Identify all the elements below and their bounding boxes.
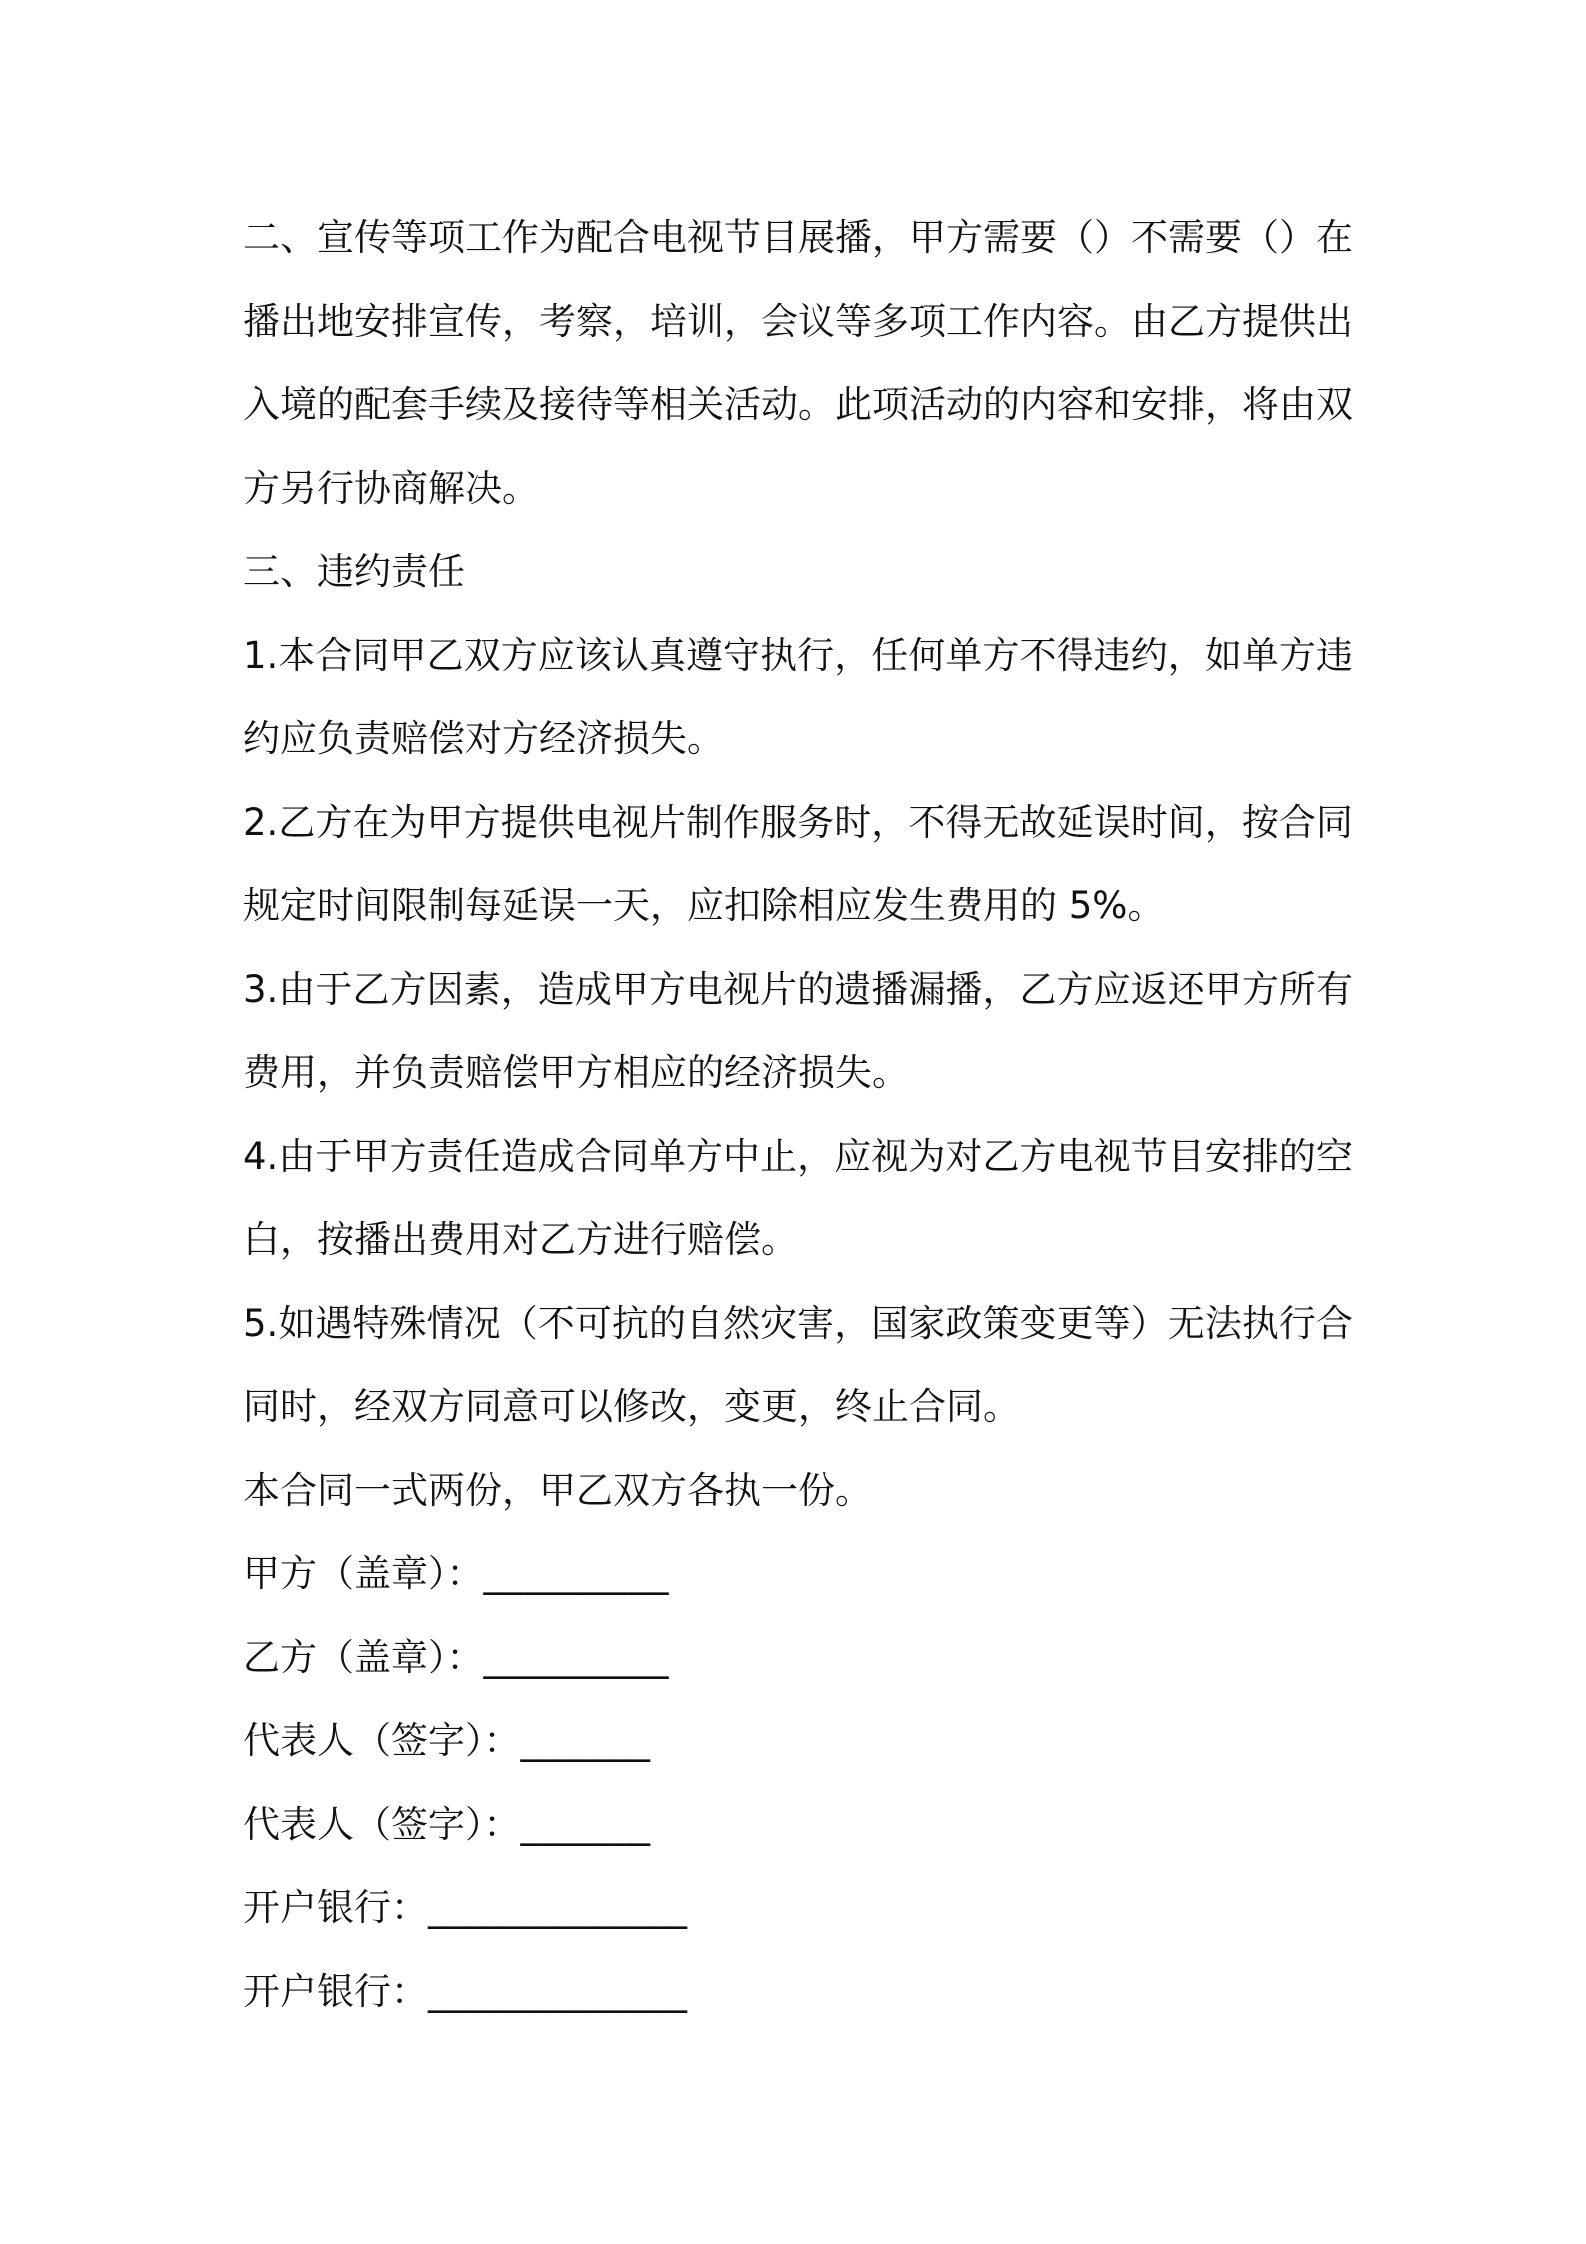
section-3-heading: 三、违约责任 xyxy=(243,550,465,593)
copies-statement: 本合同一式两份，甲乙双方各执一份。 xyxy=(243,1468,872,1512)
clause-4-line-1: 4.由于甲方责任造成合同单方中止，应视为对乙方电视节目安排的空 xyxy=(243,1134,1353,1178)
section-2-line-3: 入境的配套手续及接待等相关活动。此项活动的内容和安排，将由双 xyxy=(243,383,1353,426)
clause-3-line-1: 3.由于乙方因素，造成甲方电视片的遗播漏播，乙方应返还甲方所有 xyxy=(243,967,1353,1011)
clause-1-line-2: 约应负责赔偿对方经济损失。 xyxy=(243,717,724,760)
document-page xyxy=(243,196,1353,2033)
bank-account-field-1: 开户银行：______________ xyxy=(243,1886,687,1929)
party-b-seal-field: 乙方（盖章）：__________ xyxy=(243,1635,669,1679)
clause-2-line-1: 2.乙方在为甲方提供电视片制作服务时，不得无故延误时间，按合同 xyxy=(243,800,1353,844)
section-2-line-2: 播出地安排宣传，考察，培训，会议等多项工作内容。由乙方提供出 xyxy=(243,299,1353,343)
representative-signature-field-1: 代表人（签字）：_______ xyxy=(243,1719,650,1762)
representative-signature-field-2: 代表人（签字）：_______ xyxy=(243,1802,650,1846)
clause-5-line-2: 同时，经双方同意可以修改，变更，终止合同。 xyxy=(243,1385,1020,1428)
party-a-seal-field: 甲方（盖章）：__________ xyxy=(243,1552,669,1595)
clause-4-line-2: 白，按播出费用对乙方进行赔偿。 xyxy=(243,1218,798,1261)
section-2-line-1: 二、宣传等项工作为配合电视节目展播，甲方需要（）不需要（）在 xyxy=(243,216,1353,259)
section-2-line-4: 方另行协商解决。 xyxy=(243,466,539,510)
clause-1-line-1: 1.本合同甲乙双方应该认真遵守执行，任何单方不得违约，如单方违 xyxy=(243,633,1353,677)
clause-3-line-2: 费用，并负责赔偿甲方相应的经济损失。 xyxy=(243,1051,909,1094)
bank-account-field-2: 开户银行：______________ xyxy=(243,1969,687,2013)
clause-2-line-2: 规定时间限制每延误一天，应扣除相应发生费用的 5%。 xyxy=(243,884,1165,927)
clause-5-line-1: 5.如遇特殊情况（不可抗的自然灾害，国家政策变更等）无法执行合 xyxy=(243,1301,1353,1345)
